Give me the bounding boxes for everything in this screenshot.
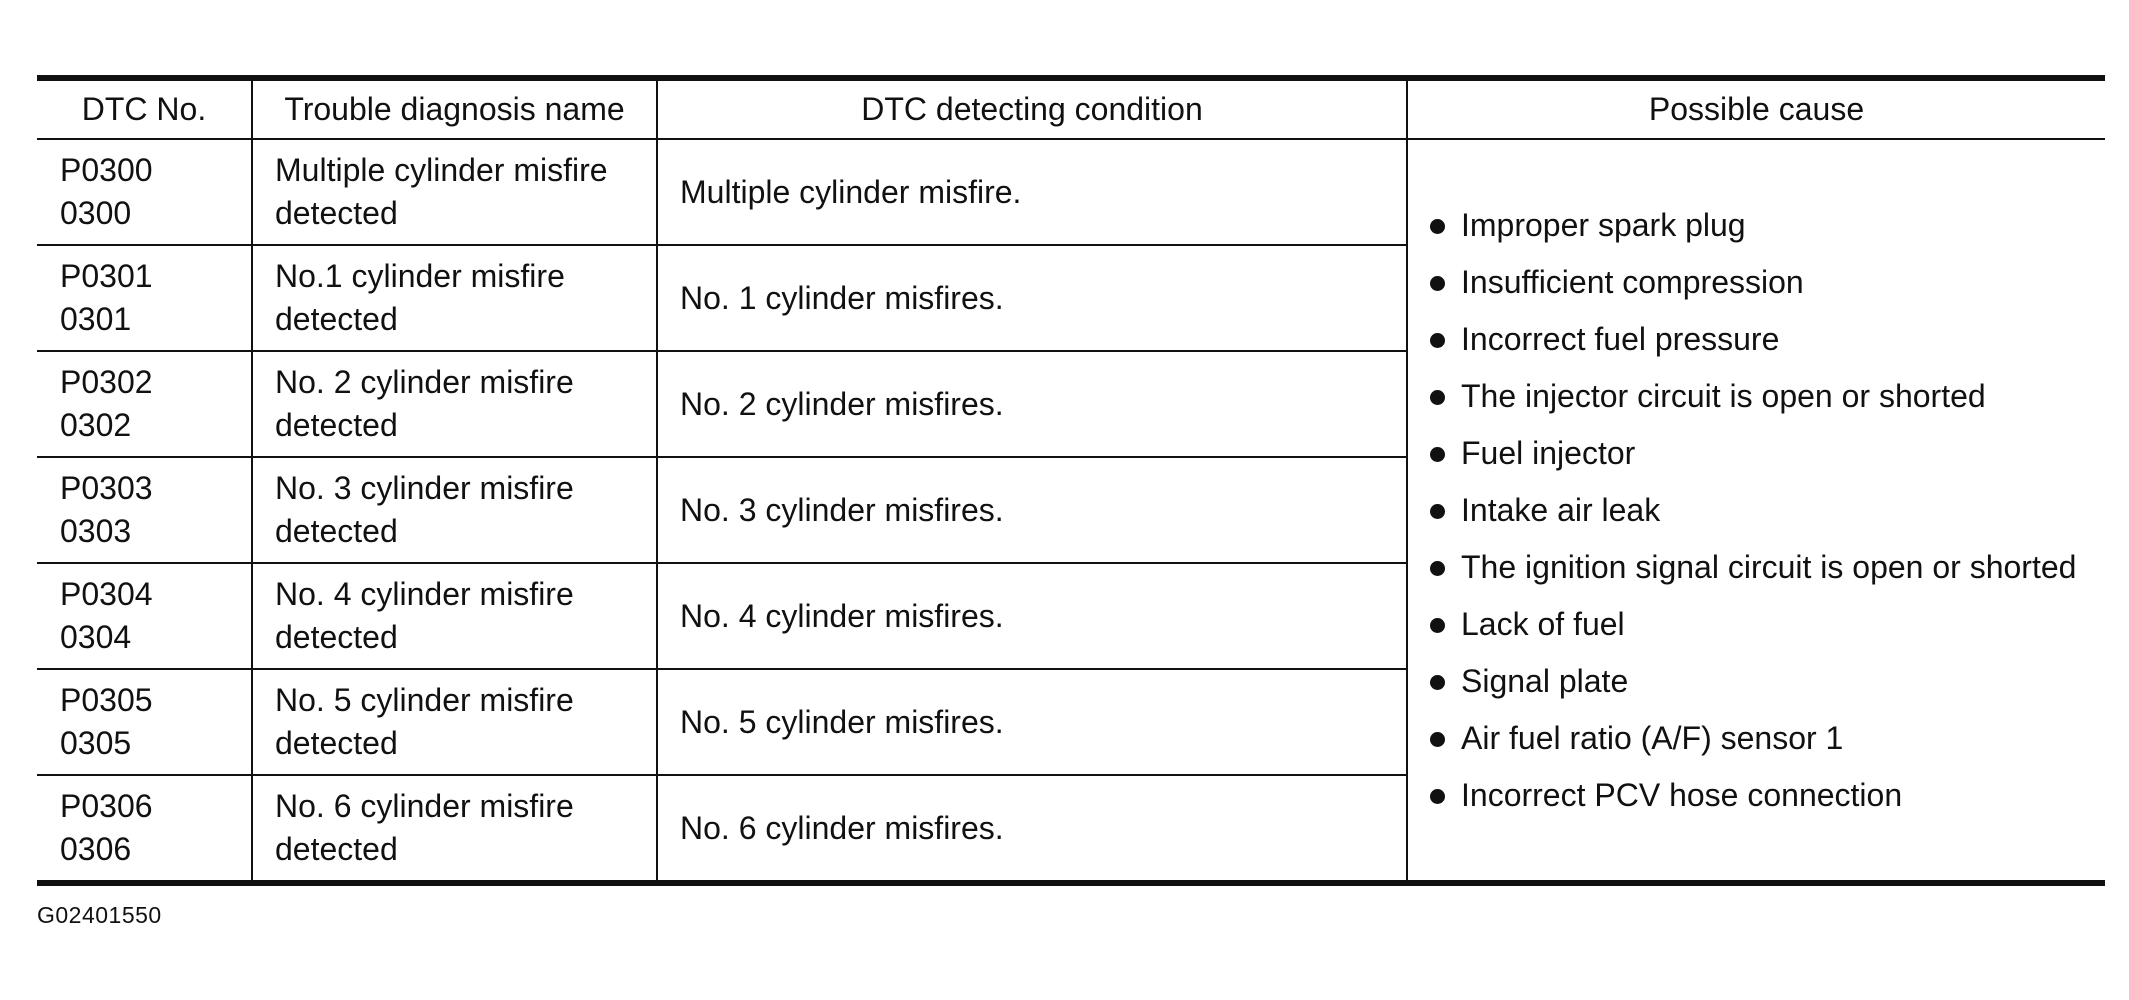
diagnosis-name-line1: No. 6 cylinder misfire <box>275 788 574 824</box>
bullet-icon <box>1430 276 1445 291</box>
dtc-code-cell <box>37 139 252 245</box>
diagnosis-name-cell <box>252 351 657 457</box>
bullet-icon <box>1430 333 1445 348</box>
list-item <box>1430 774 2081 817</box>
list-item <box>1430 204 2081 247</box>
dtc-code-secondary: 0304 <box>60 619 132 655</box>
dtc-code-primary: P0300 <box>60 152 153 188</box>
cause-text: Lack of fuel <box>1461 605 1625 642</box>
cause-text: Incorrect PCV hose connection <box>1461 776 1903 813</box>
dtc-code-secondary: 0305 <box>60 725 132 761</box>
diagnosis-name-cell <box>252 669 657 775</box>
dtc-code-cell <box>37 669 252 775</box>
bullet-icon <box>1430 618 1445 633</box>
list-item <box>1430 660 2081 703</box>
detecting-condition-cell: No. 6 cylinder misfires. <box>657 775 1407 883</box>
cause-text: Fuel injector <box>1461 434 1636 471</box>
header-row <box>37 78 2105 139</box>
diagnosis-name-cell <box>252 563 657 669</box>
dtc-code-primary: P0301 <box>60 258 153 294</box>
diagnosis-name-line1: No.1 cylinder misfire <box>275 258 565 294</box>
dtc-code-cell <box>37 563 252 669</box>
header-dtc-no: DTC No. <box>81 91 207 127</box>
cause-text: Insufficient compression <box>1461 263 1804 300</box>
list-item <box>1430 318 2081 361</box>
figure-id: G02401550 <box>37 902 162 928</box>
diagnosis-name-line1: No. 4 cylinder misfire <box>275 576 574 612</box>
cause-text: Incorrect fuel pressure <box>1461 320 1780 357</box>
dtc-code-secondary: 0303 <box>60 513 132 549</box>
cause-text: Improper spark plug <box>1461 206 1746 243</box>
dtc-code-secondary: 0302 <box>60 407 132 443</box>
cause-text: Air fuel ratio (A/F) sensor 1 <box>1461 719 1844 756</box>
list-item <box>1430 717 2081 760</box>
diagnosis-name-line2: detected <box>275 831 398 867</box>
detecting-condition-cell: No. 1 cylinder misfires. <box>657 245 1407 351</box>
header-possible-cause: Possible cause <box>1407 78 2105 139</box>
list-item <box>1430 261 2081 304</box>
bullet-icon <box>1430 504 1445 519</box>
cause-text: The injector circuit is open or shorted <box>1461 377 1986 414</box>
dtc-code-cell <box>37 775 252 883</box>
cause-text: The ignition signal circuit is open or shorted <box>1461 548 2077 585</box>
cause-text: Intake air leak <box>1461 491 1661 528</box>
list-item <box>1430 546 2081 589</box>
diagnosis-name-line2: detected <box>275 725 398 761</box>
diagnosis-name-line1: No. 5 cylinder misfire <box>275 682 574 718</box>
table-row <box>37 139 2105 245</box>
diagnosis-name-line1: No. 2 cylinder misfire <box>275 364 574 400</box>
dtc-code-cell <box>37 245 252 351</box>
dtc-code-secondary: 0301 <box>60 301 132 337</box>
dtc-table <box>37 75 2105 886</box>
detecting-condition-cell: No. 3 cylinder misfires. <box>657 457 1407 563</box>
bullet-icon <box>1430 561 1445 576</box>
table-body <box>37 139 2105 883</box>
diagnosis-name-line2: detected <box>275 301 398 337</box>
list-item <box>1430 375 2081 418</box>
cause-text: Signal plate <box>1461 662 1629 699</box>
dtc-code-cell <box>37 457 252 563</box>
dtc-code-primary: P0305 <box>60 682 153 718</box>
dtc-code-secondary: 0300 <box>60 195 132 231</box>
diagnosis-name-line2: detected <box>275 407 398 443</box>
dtc-code-primary: P0302 <box>60 364 153 400</box>
dtc-code-primary: P0304 <box>60 576 153 612</box>
list-item <box>1430 489 2081 532</box>
bullet-icon <box>1430 675 1445 690</box>
possible-cause-list <box>1430 204 2081 817</box>
diagnosis-name-cell <box>252 775 657 883</box>
diagnosis-name-cell <box>252 245 657 351</box>
detecting-condition-cell: No. 4 cylinder misfires. <box>657 563 1407 669</box>
diagnosis-name-cell <box>252 139 657 245</box>
dtc-code-cell <box>37 351 252 457</box>
diagnosis-name-cell <box>252 457 657 563</box>
diagnosis-name-line2: detected <box>275 619 398 655</box>
bullet-icon <box>1430 219 1445 234</box>
list-item <box>1430 603 2081 646</box>
header-dtc-detecting-condition: DTC detecting condition <box>657 78 1407 139</box>
detecting-condition-cell: Multiple cylinder misfire. <box>657 139 1407 245</box>
dtc-code-primary: P0306 <box>60 788 153 824</box>
bullet-icon <box>1430 447 1445 462</box>
table-header <box>37 78 2105 139</box>
diagnosis-name-line2: detected <box>275 513 398 549</box>
dtc-code-secondary: 0306 <box>60 831 132 867</box>
possible-cause-cell <box>1407 139 2105 883</box>
header-trouble-diagnosis-name: Trouble diagnosis name <box>252 78 657 139</box>
dtc-code-primary: P0303 <box>60 470 153 506</box>
bullet-icon <box>1430 390 1445 405</box>
bullet-icon <box>1430 789 1445 804</box>
diagnosis-name-line1: No. 3 cylinder misfire <box>275 470 574 506</box>
diagnosis-name-line2: detected <box>275 195 398 231</box>
detecting-condition-cell: No. 5 cylinder misfires. <box>657 669 1407 775</box>
bullet-icon <box>1430 732 1445 747</box>
list-item <box>1430 432 2081 475</box>
diagnosis-name-line1: Multiple cylinder misfire <box>275 152 608 188</box>
detecting-condition-cell: No. 2 cylinder misfires. <box>657 351 1407 457</box>
